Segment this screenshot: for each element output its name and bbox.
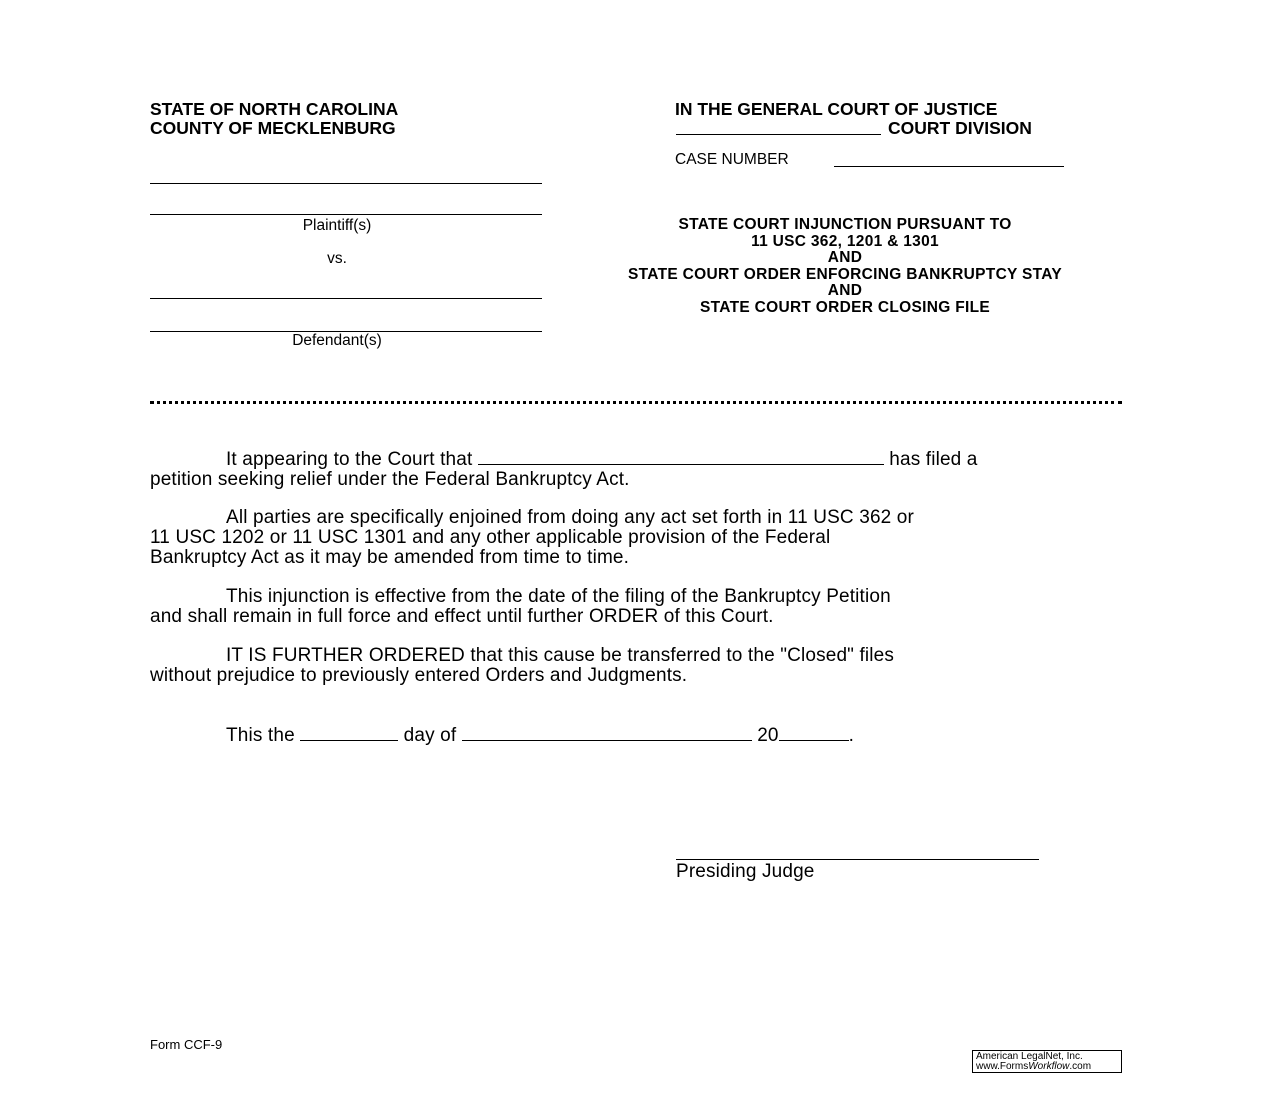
date-day-of: day of [403,725,457,746]
publisher-url: www.FormsWorkflow.com [976,1061,1092,1072]
paragraph-text: It appearing to the Court that [226,449,473,470]
title-line: STATE COURT ORDER ENFORCING BANKRUPTCY STAY [627,265,1062,283]
paragraph-effective [150,587,1125,627]
paragraph-text: without prejudice to previously entered Orders and Judgments. [150,665,688,686]
paragraph-text: All parties are specifically enjoined from doing any act set forth in 11 USC 362 or [226,507,914,528]
plaintiff-line-1[interactable] [150,183,542,184]
date-line [150,725,1125,746]
presiding-judge-label: Presiding Judge [676,861,815,882]
state-name: STATE OF NORTH CAROLINA [150,99,399,119]
debtor-name-blank[interactable] [478,449,884,465]
paragraph-text: Bankruptcy Act as it may be amended from time to time. [150,547,630,568]
paragraph-petition [150,449,1125,490]
division-blank[interactable] [676,134,881,135]
title-line: AND [827,249,863,267]
plaintiff-label: Plaintiff(s) [302,217,372,234]
date-end: . [848,725,855,746]
title-line: 11 USC 362, 1201 & 1301 [751,232,939,250]
defendant-label: Defendant(s) [292,332,382,349]
case-number-blank[interactable] [834,166,1064,167]
county-name: COUNTY OF MECKLENBURG [150,118,396,138]
paragraph-text: IT IS FURTHER ORDERED that this cause be transferred to the "Closed" files [226,645,895,666]
paragraph-closing [150,646,1125,686]
dotted-separator [150,401,1122,404]
case-number-label: CASE NUMBER [675,151,789,168]
date-year-prefix: 20 [757,725,779,746]
title-line: AND [827,282,863,300]
document-title [530,217,1160,317]
paragraph-injunction [150,508,1125,568]
paragraph-text: 11 USC 1202 or 11 USC 1301 and any other applicable provision of the Federal [150,527,831,548]
plaintiff-line-2[interactable] [150,214,542,215]
year-blank[interactable] [779,725,849,741]
title-line: STATE COURT INJUNCTION PURSUANT TO [678,216,1012,233]
court-division-label: COURT DIVISION [888,118,1032,138]
versus-label: vs. [327,250,347,267]
publisher-name: American LegalNet, Inc. [976,1051,1083,1062]
paragraph-text: This injunction is effective from the date of the filing of the Bankruptcy Petition [226,586,891,607]
court-name: IN THE GENERAL COURT OF JUSTICE [675,99,998,119]
publisher-box [972,1050,1122,1073]
paragraph-text: and shall remain in full force and effect until further ORDER of this Court. [150,606,774,627]
month-blank[interactable] [462,725,752,741]
defendant-line-1[interactable] [150,298,542,299]
day-blank[interactable] [300,725,398,741]
form-id: Form CCF-9 [150,1037,223,1052]
paragraph-text: petition seeking relief under the Federal Bankruptcy Act. [150,469,630,490]
date-this-the: This the [226,725,295,746]
signature-line[interactable] [676,859,1039,860]
paragraph-text: has filed a [889,449,978,470]
title-line: STATE COURT ORDER CLOSING FILE [699,298,990,316]
